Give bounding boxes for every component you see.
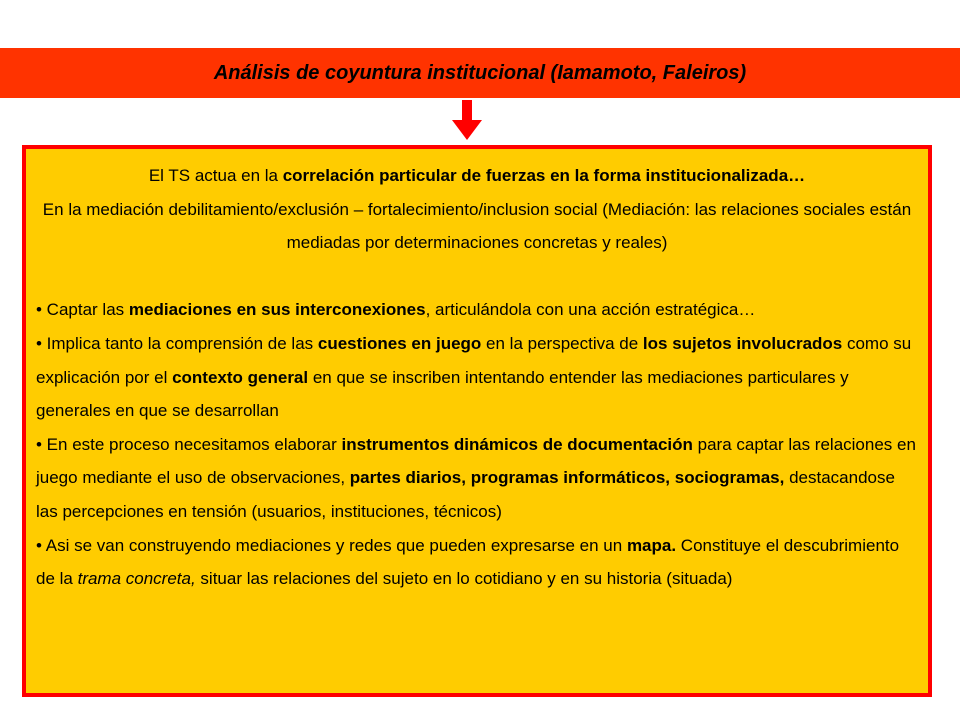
text-run: En la mediación debilitamiento/exclusión – fortalecimiento/inclusion social (Mediación: las relaciones sociales están mediadas por determinaciones concretas y reales) xyxy=(42,199,912,253)
text-run: para captar las relaciones en juego mediante el uso de observaciones, xyxy=(36,434,916,488)
text-run: mediaciones en sus interconexiones xyxy=(128,300,426,320)
text-run: destacandose las percepciones en tensión (usuarios, instituciones, técnicos) xyxy=(36,468,895,521)
text-run: cuestiones en juego xyxy=(317,333,482,353)
content-box xyxy=(22,145,932,697)
bullet-item xyxy=(36,428,918,529)
text-run: correlación particular de fuerzas en la forma institucionalizada… xyxy=(282,166,806,185)
slide-title: Análisis de coyuntura institucional (Iamamoto, Faleiros) xyxy=(213,61,747,84)
text-run: mapa. xyxy=(626,535,677,555)
text-run: Constituye el descubrimiento de la xyxy=(36,535,900,589)
intro-block xyxy=(36,159,918,260)
text-run: instrumentos dinámicos de documentación xyxy=(341,434,693,454)
text-run: • Implica tanto la comprensión de las xyxy=(36,333,318,353)
text-run: partes diarios, programas informáticos, sociogramas, xyxy=(349,468,785,488)
text-run: , articulándola con una acción estratégica… xyxy=(425,300,756,320)
intro-line-1 xyxy=(36,159,918,193)
text-run: situar las relaciones del sujeto en lo cotidiano y en su historia (situada) xyxy=(195,569,733,589)
text-run: en la perspectiva de xyxy=(481,333,643,353)
text-run: El TS actua en la xyxy=(148,166,283,185)
text-run: trama concreta, xyxy=(77,569,196,589)
intro-line-2 xyxy=(36,193,918,260)
title-banner xyxy=(0,48,960,98)
bullet-item xyxy=(36,327,918,428)
bullet-list xyxy=(36,293,918,595)
spacer xyxy=(36,260,918,294)
text-run: • Captar las xyxy=(36,300,129,320)
text-run: • En este proceso necesitamos elaborar xyxy=(36,434,342,454)
text-run: en que se inscriben intentando entender las mediaciones particulares y generales en que se desarrollan xyxy=(36,367,849,421)
text-run: como su explicación por el xyxy=(36,333,912,387)
text-run: los sujetos involucrados xyxy=(642,333,843,353)
text-run: • Asi se van construyendo mediaciones y redes que pueden expresarse en un xyxy=(36,535,627,555)
bullet-item xyxy=(36,529,918,596)
bullet-item xyxy=(36,293,918,327)
text-run: contexto general xyxy=(172,367,309,387)
down-arrow-icon xyxy=(450,100,484,140)
